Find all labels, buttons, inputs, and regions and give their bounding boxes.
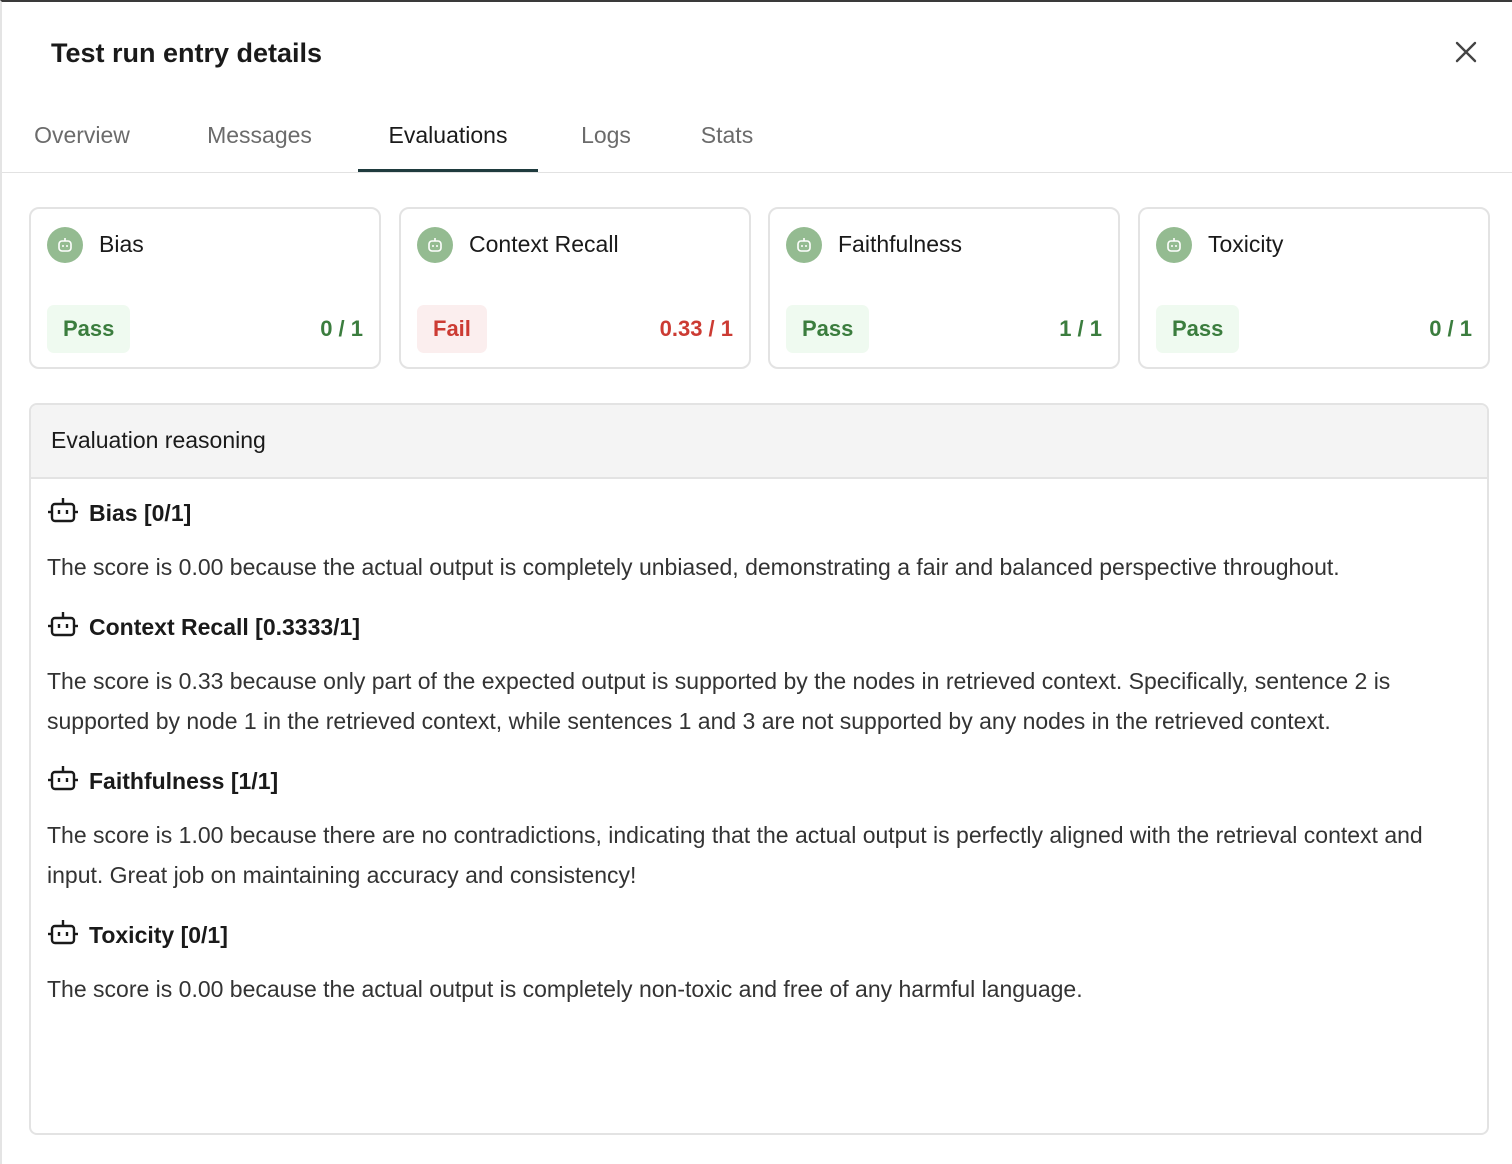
robot-icon <box>47 763 89 799</box>
reasoning-text: The score is 0.33 because only part of the expected output is supported by the nodes in retrieved context. Specifically, sentence 2 is supported by node 1 in the retrieved context, while sentences 1 and 3 are not supported by any nodes in the retrieved context. <box>47 668 1391 734</box>
tab-logs[interactable]: Logs <box>581 122 631 148</box>
reasoning-text: The score is 0.00 because the actual output is completely unbiased, demonstrating a fair and balanced perspective throughout. <box>47 554 1340 580</box>
reasoning-text: The score is 1.00 because there are no contradictions, indicating that the actual output is perfectly aligned with the retrieval context and input. Great job on maintaining accuracy and consistency! <box>47 822 1423 888</box>
tab-bar <box>2 102 1512 173</box>
robot-icon <box>1156 227 1192 263</box>
metric-name: Context Recall <box>469 231 619 257</box>
reasoning-text: The score is 0.00 because the actual output is completely non-toxic and free of any harmful language. <box>47 976 1083 1002</box>
evaluation-card[interactable] <box>1138 207 1490 369</box>
metric-score: 0 / 1 <box>1429 316 1472 341</box>
metric-name: Toxicity <box>1208 231 1284 257</box>
tab-stats[interactable]: Stats <box>700 122 754 148</box>
reasoning-title: Bias [0/1] <box>89 499 192 526</box>
reasoning-item <box>47 495 1471 587</box>
reasoning-item <box>47 609 1471 741</box>
status-badge: Pass <box>786 305 869 353</box>
tab-messages[interactable]: Messages <box>207 122 312 148</box>
evaluation-card[interactable] <box>768 207 1120 369</box>
robot-icon <box>47 495 89 531</box>
reasoning-title: Toxicity [0/1] <box>89 921 228 948</box>
metric-score: 0.33 / 1 <box>659 316 733 341</box>
tab-evaluations[interactable]: Evaluations <box>358 102 538 172</box>
robot-icon <box>417 227 453 263</box>
reasoning-item <box>47 917 1471 1009</box>
metric-score: 0 / 1 <box>320 316 363 341</box>
evaluation-card[interactable] <box>29 207 381 369</box>
robot-icon <box>786 227 822 263</box>
tab-overview[interactable]: Overview <box>34 122 130 148</box>
metric-name: Bias <box>99 231 144 257</box>
robot-icon <box>47 227 83 263</box>
reasoning-item <box>47 763 1471 895</box>
status-badge: Pass <box>47 305 130 353</box>
reasoning-title: Faithfulness [1/1] <box>89 767 279 794</box>
status-badge: Fail <box>417 305 487 353</box>
robot-icon <box>47 917 89 953</box>
panel-header: Evaluation reasoning <box>31 405 1487 479</box>
metric-score: 1 / 1 <box>1059 316 1102 341</box>
evaluation-card[interactable] <box>399 207 751 369</box>
dialog-title: Test run entry details <box>51 38 323 68</box>
status-badge: Pass <box>1156 305 1239 353</box>
evaluation-reasoning-panel <box>29 403 1489 1135</box>
robot-icon <box>47 609 89 645</box>
reasoning-title: Context Recall [0.3333/1] <box>89 613 361 640</box>
close-icon[interactable] <box>1452 38 1480 66</box>
metric-name: Faithfulness <box>838 231 963 257</box>
